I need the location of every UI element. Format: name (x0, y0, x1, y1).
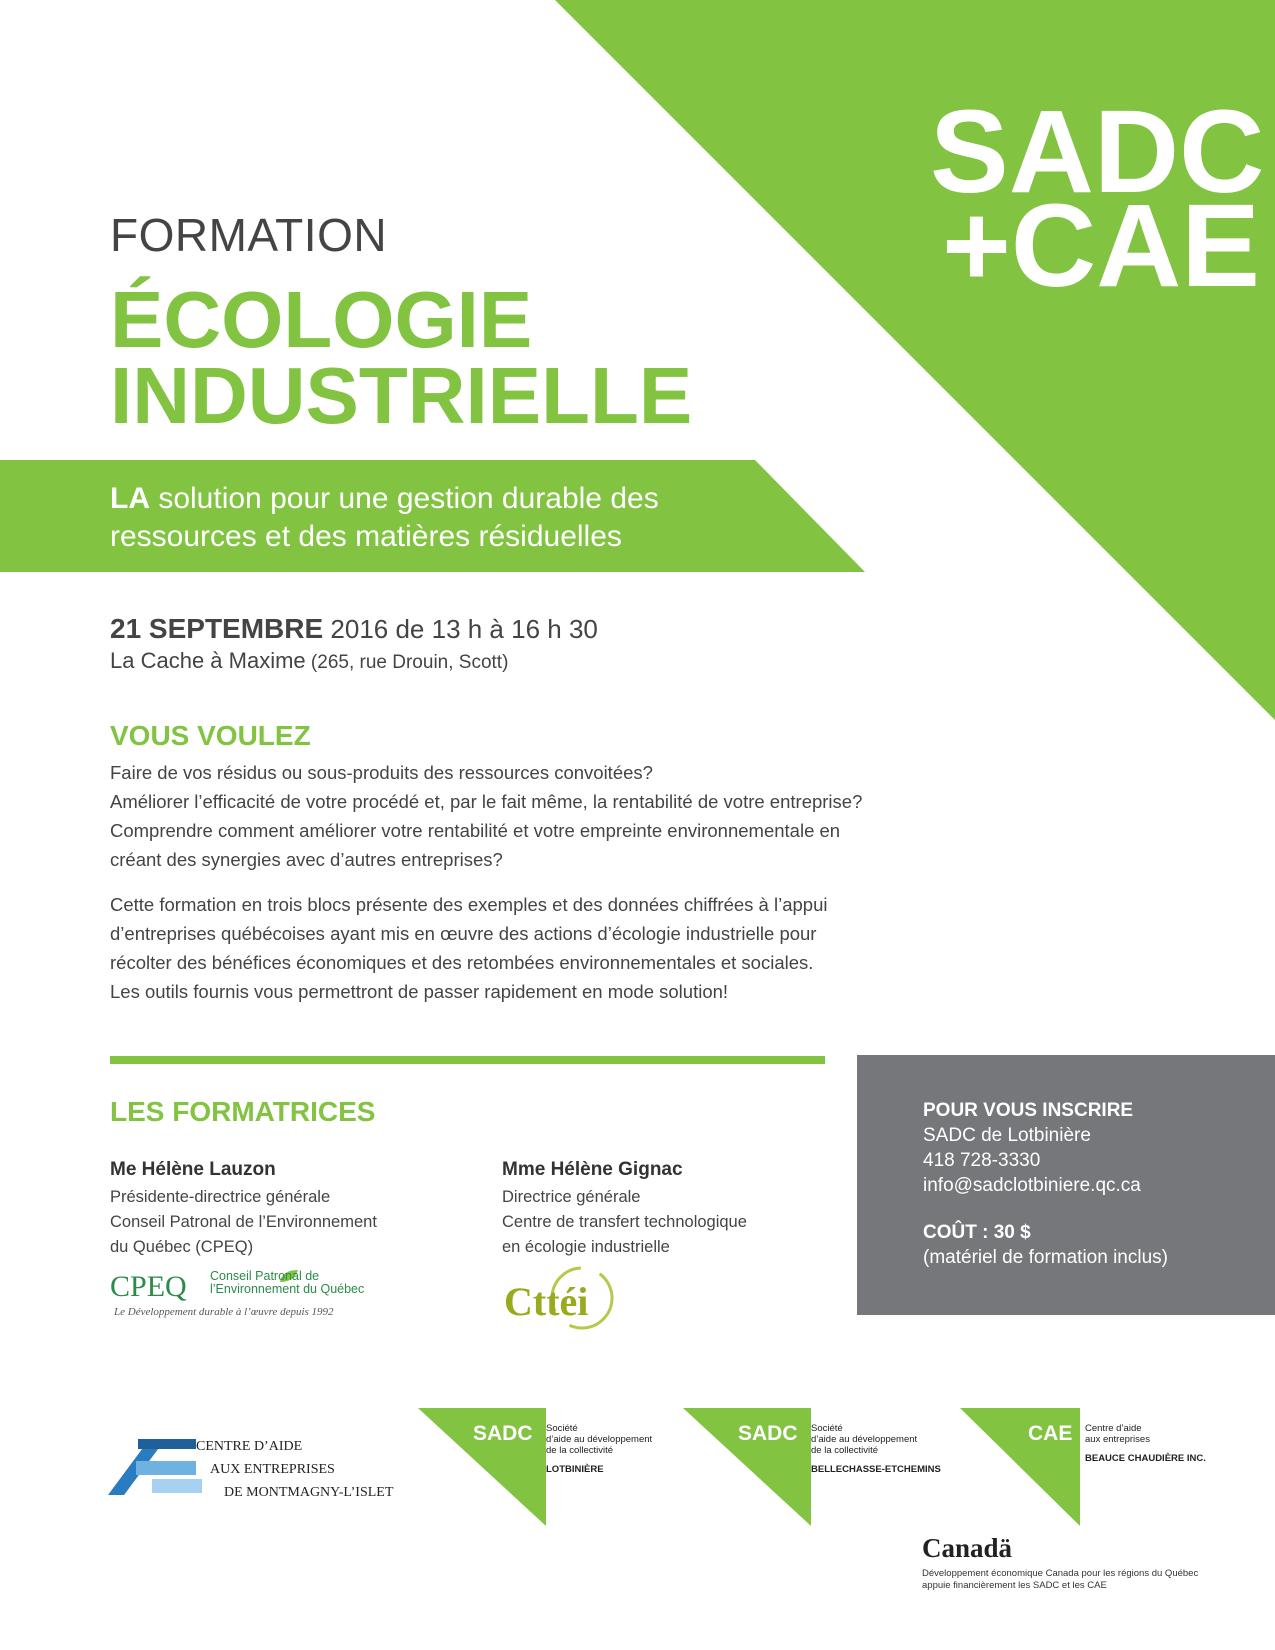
cae-montmagny-line: AUX ENTREPRISES (210, 1462, 335, 1477)
event-place-name: La Cache à Maxime (110, 648, 306, 673)
partner-description (1085, 1423, 1235, 1464)
intro-line: Améliorer l’efficacité de votre procédé et, par le fait même, la rentabilité de votre entreprise? (110, 791, 863, 812)
cpeq-name-line: Conseil Patronal de (210, 1269, 320, 1283)
partner-desc-line: d’aide au développement (546, 1434, 653, 1445)
brand-line-2: +CAE (941, 180, 1260, 312)
trainer-card (502, 1155, 802, 1260)
trainer-name: Me Hélène Lauzon (110, 1159, 276, 1180)
cttei-logo-mark: Cttéi (504, 1279, 589, 1324)
trainer-org: du Québec (CPEQ) (110, 1238, 254, 1256)
trainer-name: Mme Hélène Gignac (502, 1159, 683, 1180)
partner-label: SADC (473, 1422, 533, 1445)
partner-desc-line: aux entreprises (1085, 1434, 1150, 1445)
registration-phone[interactable]: 418 728-3330 (923, 1150, 1041, 1171)
title-line-1: ÉCOLOGIE (110, 275, 533, 364)
sadc-bellechasse-logo (683, 1408, 943, 1526)
registration-cost-note: (matériel de formation inclus) (923, 1247, 1168, 1268)
cae-montmagny-mark-icon (108, 1433, 203, 1495)
partner-desc-line: de la collectivité (546, 1445, 614, 1456)
cae-beauce-logo (960, 1408, 1220, 1526)
partner-label: SADC (738, 1422, 798, 1445)
brand-line-1: SADC (930, 86, 1265, 218)
registration-org: SADC de Lotbinière (923, 1125, 1091, 1146)
event-date-bold: 21 SEPTEMBRE (110, 613, 324, 644)
canada-desc-line: Développement économique Canada pour les régions du Québec (922, 1568, 1199, 1579)
trainer-role: Directrice générale (502, 1188, 641, 1206)
tagline-bold: LA (110, 482, 150, 515)
tagline-line-2: ressources et des matières résiduelles (110, 520, 622, 553)
trainer-org: en écologie industrielle (502, 1238, 670, 1256)
partner-label: CAE (1028, 1422, 1073, 1445)
intro-line: d’entreprises québécoises ayant mis en œuvre des actions d’écologie industrielle pour (110, 923, 817, 944)
intro-line: Les outils fournis vous permettront de passer rapidement en mode solution! (110, 981, 729, 1002)
registration-info (923, 1098, 1168, 1270)
registration-heading: POUR VOUS INSCRIRE (923, 1100, 1134, 1121)
intro-line: Comprendre comment améliorer votre rentabilité et votre empreinte environnementale en (110, 820, 841, 841)
partner-description (546, 1423, 696, 1475)
event-time: 2016 de 13 h à 16 h 30 (323, 614, 598, 644)
canada-desc-line: appuie financièrement les SADC et les CAE (922, 1580, 1107, 1591)
partner-region: BEAUCE CHAUDIÈRE INC. (1085, 1453, 1206, 1464)
event-place (110, 648, 508, 674)
intro-line: Faire de vos résidus ou sous-produits des ressources convoitées? (110, 762, 653, 783)
green-divider (110, 1056, 825, 1064)
trainer-card (110, 1155, 430, 1260)
trainer-org: Conseil Patronal de l’Environnement (110, 1213, 377, 1231)
sadc-lotbiniere-logo (418, 1408, 678, 1526)
formation-kicker: FORMATION (110, 209, 388, 261)
intro-line: créant des synergies avec d’autres entreprises? (110, 849, 503, 870)
partner-desc-line: d’aide au développement (811, 1434, 918, 1445)
tagline-rest: solution pour une gestion durable des (150, 482, 659, 515)
formatrices-heading: LES FORMATRICES (110, 1096, 376, 1127)
canada-description (922, 1568, 1198, 1592)
intro-paragraph-1 (110, 758, 920, 874)
tagline (110, 480, 750, 556)
partner-desc-line: de la collectivité (811, 1445, 879, 1456)
trainer-role: Présidente-directrice générale (110, 1188, 331, 1206)
intro-line: Cette formation en trois blocs présente des exemples et des données chiffrées à l’appui (110, 894, 828, 915)
title-line-2: INDUSTRIELLE (110, 351, 693, 440)
intro-text (110, 758, 920, 1022)
canada-wordmark (922, 1533, 1198, 1592)
cae-montmagny-line: CENTRE D’AIDE (196, 1439, 303, 1454)
registration-cost: COÛT : 30 $ (923, 1222, 1031, 1243)
partner-desc-line: Société (546, 1423, 578, 1434)
canada-word: Canadä (922, 1533, 1013, 1563)
intro-paragraph-2 (110, 890, 920, 1006)
partner-desc-line: Société (811, 1423, 843, 1434)
cttei-logo (502, 1262, 622, 1332)
cpeq-logo-mark: CPEQ (110, 1270, 187, 1303)
partner-region: BELLECHASSE-ETCHEMINS (811, 1464, 941, 1475)
vous-voulez-heading: VOUS VOULEZ (110, 720, 311, 751)
event-address: (265, rue Drouin, Scott) (305, 652, 509, 673)
cae-montmagny-line: DE MONTMAGNY-L’ISLET (224, 1485, 394, 1500)
cpeq-logo (110, 1270, 380, 1320)
cpeq-slogan: Le Développement durable à l’œuvre depuis 1992 (114, 1306, 334, 1318)
partner-desc-line: Centre d’aide (1085, 1423, 1142, 1434)
intro-line: récolter des bénéfices économiques et des retombées environnementales et sociales. (110, 952, 814, 973)
event-date (110, 613, 598, 645)
cpeq-name-line: l’Environnement du Québec (210, 1282, 365, 1296)
cae-montmagny-logo (108, 1435, 408, 1505)
partner-region: LOTBINIÈRE (546, 1464, 604, 1475)
registration-email[interactable]: info@sadclotbiniere.qc.ca (923, 1175, 1141, 1196)
partner-description (811, 1423, 961, 1475)
sadc-cae-brand (930, 86, 1265, 312)
trainer-org: Centre de transfert technologique (502, 1213, 747, 1231)
